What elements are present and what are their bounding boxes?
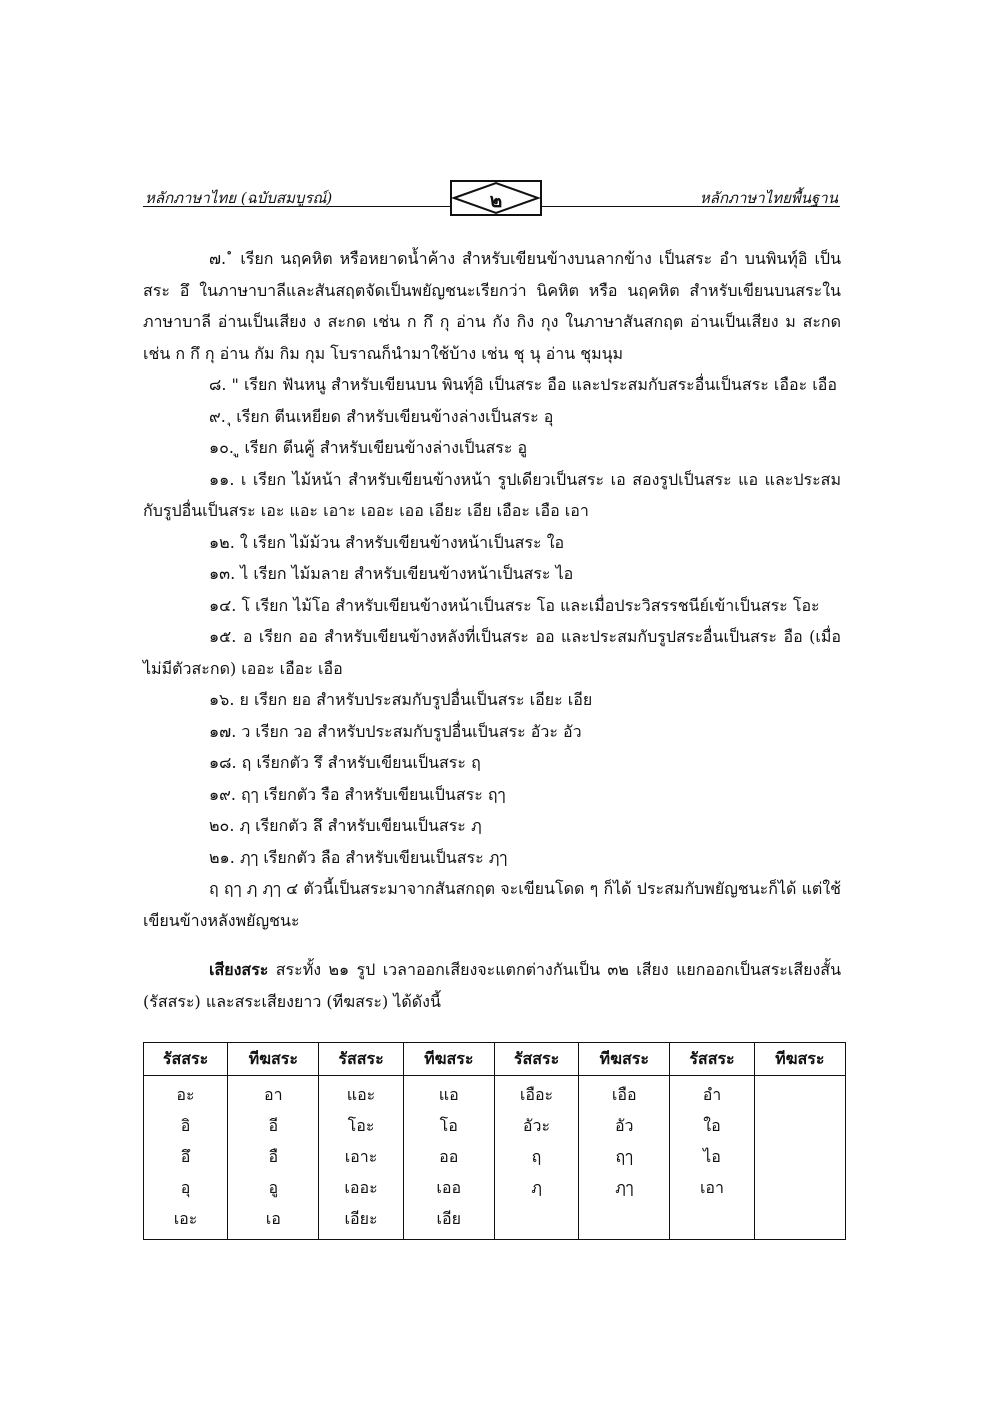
column-header: รัสสระ xyxy=(144,1043,228,1076)
table-cell xyxy=(754,1173,845,1204)
paragraph: ๑๒. ใ เรียก ไม้ม้วน สำหรับเขียนข้างหน้าเป็นสระ ใอ xyxy=(209,532,565,552)
paragraph: ๑๗. ว เรียก วอ สำหรับประสมกับรูปอื่นเป็นสระ อัวะ อัว xyxy=(209,721,582,741)
table-cell: ไอ xyxy=(670,1142,754,1173)
table-cell: เอีย xyxy=(403,1204,494,1240)
paragraph: ๒๑. ฦๅ เรียกตัว ลือ สำหรับเขียนเป็นสระ ฦๅ xyxy=(209,847,508,867)
table-cell: เอะ xyxy=(144,1204,228,1240)
table-cell: อึ xyxy=(144,1142,228,1173)
paragraph: ๑๕. อ เรียก ออ สำหรับเขียนข้างหลังที่เป็นสระ ออ และประสมกับรูปสระอื่นเป็นสระ อือ (เมื่อไม่มีตัวสะกด) เออะ เอือะ เอือ xyxy=(143,627,841,678)
table-cell: อะ xyxy=(144,1076,228,1112)
table-cell: อิ xyxy=(144,1111,228,1142)
paragraph: ๑๖. ย เรียก ยอ สำหรับประสมกับรูปอื่นเป็นสระ เอียะ เอีย xyxy=(209,690,593,709)
header-chapter-title: หลักภาษาไทยพื้นฐาน xyxy=(699,189,838,207)
vowel-sounds-heading: เสียงสระ xyxy=(209,960,269,979)
column-header: ทีฆสระ xyxy=(579,1043,670,1076)
table-cell: อี xyxy=(228,1111,319,1142)
table-cell: เอือ xyxy=(579,1076,670,1112)
table-cell xyxy=(754,1111,845,1142)
table-cell: เอียะ xyxy=(319,1204,403,1240)
table-cell: ออ xyxy=(403,1142,494,1173)
table-cell: อา xyxy=(228,1076,319,1112)
page-body xyxy=(143,243,841,1017)
table-cell xyxy=(579,1204,670,1240)
table-row xyxy=(144,1111,846,1142)
paragraph-gap xyxy=(143,936,841,954)
table-cell: เอือะ xyxy=(494,1076,578,1112)
page-header xyxy=(143,180,840,210)
table-cell xyxy=(754,1076,845,1112)
table-cell: เออ xyxy=(403,1173,494,1204)
paragraph: ฤ ฤๅ ฦ ฦๅ ๔ ตัวนี้เป็นสระมาจากสันสกฤต จะเขียนโดด ๆ ก็ได้ ประสมกับพยัญชนะก็ได้ แต่ใช้เขียนข้างหลังพยัญชนะ xyxy=(143,879,841,930)
table-cell: อัวะ xyxy=(494,1111,578,1142)
column-header: ทีฆสระ xyxy=(403,1043,494,1076)
table-cell: เอาะ xyxy=(319,1142,403,1173)
column-header: รัสสระ xyxy=(670,1043,754,1076)
paragraph: ๘. " เรียก ฟันหนู สำหรับเขียนบน พินทุ์อิ เป็นสระ อือ และประสมกับสระอื่นเป็นสระ เอือะ เอือ xyxy=(209,375,837,394)
table-cell: แอะ xyxy=(319,1076,403,1112)
table-cell: โอ xyxy=(403,1111,494,1142)
table-cell: เอ xyxy=(228,1204,319,1240)
table-cell: เอา xyxy=(670,1173,754,1204)
table-cell xyxy=(670,1204,754,1240)
vowel-table xyxy=(143,1042,846,1240)
vowel-sounds-text: สระทั้ง ๒๑ รูป เวลาออกเสียงจะแตกต่างกันเป็น ๓๒ เสียง แยกออกเป็นสระเสียงสั้น (รัสสระ) และสระเสียงยาว (ทีฆสระ) ได้ดังนี้ xyxy=(143,960,841,1011)
page-number: ๒ xyxy=(489,190,503,212)
page-number-badge xyxy=(450,180,542,216)
paragraph: ๑๐. ู เรียก ตีนคู้ สำหรับเขียนข้างล่างเป็นสระ อู xyxy=(209,438,528,457)
table-cell: ฦ xyxy=(494,1173,578,1204)
paragraph: ๗. ํ เรียก นฤคหิต หรือหยาดน้ำค้าง สำหรับเขียนข้างบนลากข้าง เป็นสระ อำ บนพินทุ์อิ เป็นสระ อึ ในภาษาบาลีและสันสฤตจัดเป็นพยัญชนะเรียกว่า นิคหิต หรือ นฤคหิต สำหรับเขียนบนสระในภาษาบาลี อ่านเป็นเสียง ง สะกด เช่น ก กึ กุ อ่าน กัง กิง กุง ในภาษาสันสกฤต อ่านเป็นเสียง ม สะกด เช่น ก กึ กุ อ่าน กัม กิม กุม โบราณก็นำมาใช้บ้าง เช่น ชุ นุ อ่าน ชุมนุม xyxy=(143,249,842,363)
column-header: ทีฆสระ xyxy=(754,1043,845,1076)
table-cell: อุ xyxy=(144,1173,228,1204)
vowel-sounds-paragraph xyxy=(143,954,841,1017)
column-header: รัสสระ xyxy=(494,1043,578,1076)
table-cell: อู xyxy=(228,1173,319,1204)
header-book-title: หลักภาษาไทย (ฉบับสมบูรณ์) xyxy=(145,189,333,207)
column-header: รัสสระ xyxy=(319,1043,403,1076)
paragraph: ๙. ุ เรียก ตีนเหยียด สำหรับเขียนข้างล่างเป็นสระ อุ xyxy=(209,406,554,426)
table-header-row xyxy=(144,1043,846,1076)
paragraph: ๒๐. ฦ เรียกตัว ลึ สำหรับเขียนเป็นสระ ฦ xyxy=(209,816,482,835)
table-cell: ฤ xyxy=(494,1142,578,1173)
paragraph: ๑๙. ฤๅ เรียกตัว รือ สำหรับเขียนเป็นสระ ฤๅ xyxy=(209,784,506,804)
table-cell: อำ xyxy=(670,1076,754,1112)
table-cell xyxy=(754,1142,845,1173)
table-cell xyxy=(494,1204,578,1240)
table-cell: แอ xyxy=(403,1076,494,1112)
paragraph: ๑๑. เ เรียก ไม้หน้า สำหรับเขียนข้างหน้า รูปเดียวเป็นสระ เอ สองรูปเป็นสระ แอ และประสมกับรูปอื่นเป็นสระ เอะ แอะ เอาะ เออะ เออ เอียะ เอีย เอือะ เอือ เอา xyxy=(143,469,841,520)
paragraph: ๑๘. ฤ เรียกตัว รึ สำหรับเขียนเป็นสระ ฤ xyxy=(209,753,481,772)
table-row xyxy=(144,1142,846,1173)
column-header: ทีฆสระ xyxy=(228,1043,319,1076)
table-cell: เออะ xyxy=(319,1173,403,1204)
table-row xyxy=(144,1076,846,1112)
table-cell: อื xyxy=(228,1142,319,1173)
paragraph: ๑๓. ไ เรียก ไม้มลาย สำหรับเขียนข้างหน้าเป็นสระ ไอ xyxy=(209,564,574,583)
table-row xyxy=(144,1173,846,1204)
table-cell xyxy=(754,1204,845,1240)
table-cell: ใอ xyxy=(670,1111,754,1142)
table-cell: ฦๅ xyxy=(579,1173,670,1204)
table-cell: อัว xyxy=(579,1111,670,1142)
paragraph: ๑๔. โ เรียก ไม้โอ สำหรับเขียนข้างหน้าเป็นสระ โอ และเมื่อประวิสรรชนีย์เข้าเป็นสระ โอะ xyxy=(209,595,820,615)
table-row xyxy=(144,1204,846,1240)
table-cell: ฤๅ xyxy=(579,1142,670,1173)
table-cell: โอะ xyxy=(319,1111,403,1142)
